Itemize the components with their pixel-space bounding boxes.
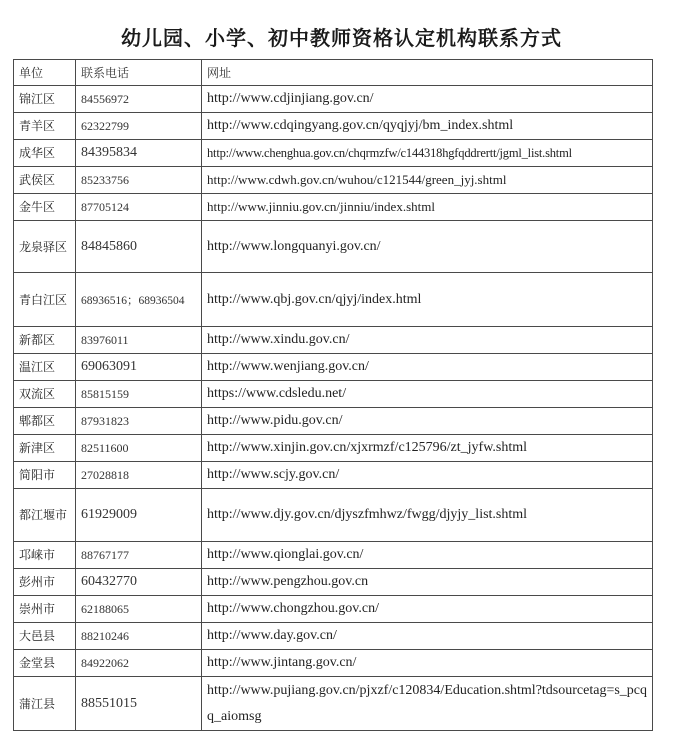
unit-cell: 新津区 [14,435,76,462]
phone-cell: 84556972 [76,86,202,113]
unit-cell: 龙泉驿区 [14,221,76,273]
unit-cell: 青白江区 [14,273,76,327]
unit-cell: 简阳市 [14,462,76,489]
unit-cell: 金牛区 [14,194,76,221]
unit-cell: 新都区 [14,327,76,354]
unit-cell: 蒲江县 [14,677,76,731]
url-link[interactable]: http://www.jinniu.gov.cn/jinniu/index.shtml [202,194,653,221]
table-row [14,542,653,569]
url-link[interactable]: http://www.qionglai.gov.cn/ [202,542,653,569]
unit-cell: 郫都区 [14,408,76,435]
table-row [14,569,653,596]
header-unit: 单位 [14,60,76,86]
url-link[interactable]: http://www.cdqingyang.gov.cn/qyqjyj/bm_index.shtml [202,113,653,140]
url-link[interactable]: http://www.cdjinjiang.gov.cn/ [202,86,653,113]
unit-cell: 武侯区 [14,167,76,194]
phone-cell: 69063091 [76,354,202,381]
phone-cell: 62322799 [76,113,202,140]
phone-cell: 85815159 [76,381,202,408]
phone-cell: 68936516；68936504 [76,273,202,327]
phone-cell: 84395834 [76,140,202,167]
table-row [14,140,653,167]
phone-cell: 83976011 [76,327,202,354]
table-row [14,408,653,435]
url-link[interactable]: http://www.longquanyi.gov.cn/ [202,221,653,273]
phone-cell: 84922062 [76,650,202,677]
url-link[interactable]: http://www.day.gov.cn/ [202,623,653,650]
table-row [14,596,653,623]
table-row [14,489,653,542]
unit-cell: 崇州市 [14,596,76,623]
table-row [14,113,653,140]
table-row [14,221,653,273]
header-url: 网址 [202,60,653,86]
table-row [14,623,653,650]
phone-cell: 27028818 [76,462,202,489]
phone-cell: 62188065 [76,596,202,623]
phone-cell: 84845860 [76,221,202,273]
contacts-table [13,59,653,731]
table-header-row [14,60,653,86]
page-title: 幼儿园、小学、初中教师资格认定机构联系方式 [121,26,562,50]
unit-cell: 金堂县 [14,650,76,677]
url-link[interactable]: http://www.xinjin.gov.cn/xjxrmzf/c125796/zt_jyfw.shtml [202,435,653,462]
url-link[interactable]: http://www.djy.gov.cn/djyszfmhwz/fwgg/djyjy_list.shtml [202,489,653,542]
phone-cell: 82511600 [76,435,202,462]
phone-cell: 61929009 [76,489,202,542]
url-link[interactable]: http://www.scjy.gov.cn/ [202,462,653,489]
table-row [14,381,653,408]
phone-cell: 87705124 [76,194,202,221]
table-row [14,86,653,113]
unit-cell: 都江堰市 [14,489,76,542]
unit-cell: 成华区 [14,140,76,167]
unit-cell: 温江区 [14,354,76,381]
url-link[interactable]: http://www.wenjiang.gov.cn/ [202,354,653,381]
table-row [14,677,653,731]
phone-cell: 88767177 [76,542,202,569]
phone-cell: 87931823 [76,408,202,435]
phone-cell: 88210246 [76,623,202,650]
phone-cell: 60432770 [76,569,202,596]
unit-cell: 彭州市 [14,569,76,596]
url-link[interactable]: http://www.pengzhou.gov.cn [202,569,653,596]
table-row [14,462,653,489]
url-link[interactable]: http://www.chongzhou.gov.cn/ [202,596,653,623]
table-row [14,435,653,462]
unit-cell: 邛崃市 [14,542,76,569]
phone-cell: 85233756 [76,167,202,194]
url-link[interactable]: http://www.xindu.gov.cn/ [202,327,653,354]
url-link[interactable]: http://www.qbj.gov.cn/qjyj/index.html [202,273,653,327]
unit-cell: 锦江区 [14,86,76,113]
header-phone: 联系电话 [76,60,202,86]
phone-cell: 88551015 [76,677,202,731]
url-link[interactable]: https://www.cdsledu.net/ [202,381,653,408]
table-row [14,650,653,677]
table-row [14,167,653,194]
url-link[interactable]: http://www.cdwh.gov.cn/wuhou/c121544/green_jyj.shtml [202,167,653,194]
url-link[interactable]: http://www.chenghua.gov.cn/chqrmzfw/c144318hgfqddrertt/jgml_list.shtml [202,140,653,167]
table-row [14,327,653,354]
unit-cell: 大邑县 [14,623,76,650]
url-link[interactable]: http://www.pujiang.gov.cn/pjxzf/c120834/Education.shtml?tdsourcetag=s_pcqq_aiomsg [202,677,653,731]
table-row [14,354,653,381]
url-link[interactable]: http://www.jintang.gov.cn/ [202,650,653,677]
table-row [14,194,653,221]
url-link[interactable]: http://www.pidu.gov.cn/ [202,408,653,435]
unit-cell: 青羊区 [14,113,76,140]
table-row [14,273,653,327]
unit-cell: 双流区 [14,381,76,408]
